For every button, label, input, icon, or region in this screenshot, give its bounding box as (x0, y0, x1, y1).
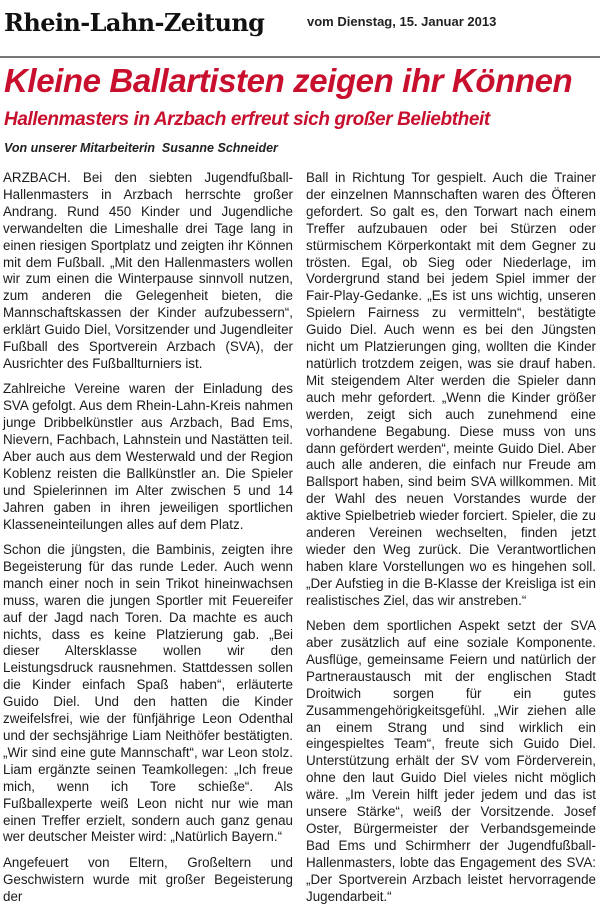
article-subheadline: Hallenmasters in Arzbach erfreut sich großer Beliebtheit (4, 109, 490, 130)
article-headline: Kleine Ballartisten zeigen ihr Können (4, 62, 573, 99)
paragraph: ARZBACH. Bei den siebten Jugendfußball-Hallenmasters in Arzbach herrschte großer Andrang. Rund 450 Kinder und Jugendliche verwandelten die Limeshalle drei Tage lang in einen riesigen Sportplatz und zeigten ihr Können mit dem Fußball. „Mit den Hallenmasters wollen wir zum einen die Winterpause sinnvoll nutzen, zum anderen die Gelegenheit bieten, die Mannschaftskassen der Kinder aufzubessern“, erklärt Guido Diel, Vorsitzender und Jugendleiter Fußball des Sportverein Arzbach (SVA), der Ausrichter des Fußballturniers ist. (3, 170, 293, 371)
article-byline: Von unserer Mitarbeiterin Susanne Schneider (4, 141, 278, 155)
article-column-right (306, 170, 596, 914)
article-column-left (3, 170, 293, 914)
issue-date: vom Dienstag, 15. Januar 2013 (307, 14, 497, 29)
header-divider (0, 56, 600, 58)
paragraph: Zahlreiche Vereine waren der Einladung des SVA gefolgt. Aus dem Rhein-Lahn-Kreis nahmen junge Dribbelkünstler aus Arzbach, Bad Ems, Nievern, Fachbach, Lahnstein und Nastätten teil. Aber auch aus dem Westerwald und der Region Koblenz reisten die Ballkünstler an. Die Spieler und Spielerinnen im Alter zwischen 5 und 14 Jahren gaben in ihren jeweiligen sportlichen Klasseneinteilungen alles auf dem Platz. (3, 381, 293, 532)
paragraph: Neben dem sportlichen Aspekt setzt der SVA aber zusätzlich auf eine soziale Komponente. Ausflüge, gemeinsame Feiern und natürlich der Partneraustausch mit der englischen Stadt Droitwich sorgen für ein gutes Zusammengehörigkeitsgefühl. „Wir ziehen alle an einem Strang und sind wirklich ein eingespieltes Team“, freute sich Guido Diel. Unterstützung erhält der SV vom Förderverein, ohne den laut Guido Diel vieles nicht möglich wäre. „Im Verein hilft jeder jedem und das ist unsere Stärke“, weiß der Vorsitzende. Josef Oster, Bürgermeister der Verbandsgemeinde Bad Ems und Schirmherr der Jugendfußball-Hallenmasters, lobte das Engagement des SVA: „Der Sportverein Arzbach leistet hervorragende Jugendarbeit.“ (306, 618, 596, 904)
paragraph: Schon die jüngsten, die Bambinis, zeigten ihre Begeisterung für das runde Leder. Auch wenn manch einer noch in sein Trikot hineinwachsen muss, waren die jungen Sportler mit Feuereifer auf der Jagd nach Toren. Da machte es auch nichts, dass es keine Platzierung gab. „Bei dieser Altersklasse wollen wir den Leistungsdruck rausnehmen. Stattdessen sollen die Kinder einfach Spaß haben“, erläuterte Guido Diel. Und den hatten die Kinder zweifelsfrei, wie der fünfjährige Leon Odenthal und der sechsjährige Liam Neithöfer bestätigten. „Wir sind eine gute Mannschaft“, war Leon stolz. Liam ergänzte seinen Teamkollegen: „Ich freue mich, wenn ich Tore schieße“. Als Fußballexperte weiß Leon nicht nur wie man einen Treffer erzielt, sondern auch ganz genau wer deutscher Meister wird: „Natürlich Bayern.“ (3, 542, 293, 845)
paragraph: Ball in Richtung Tor gespielt. Auch die Trainer der einzelnen Mannschaften waren des Öfteren gefordert. So galt es, den Torwart nach einem Treffer aufzubauen oder bei Stürzen oder stürmischem Körperkontakt mit dem Gegner zu trösten. Egal, ob Sieg oder Niederlage, im Vordergrund stand bei jedem Spiel immer der Fair-Play-Gedanke. „Es ist uns wichtig, unseren Spielern Fairness zu vermitteln“, bestätigte Guido Diel. Auch wenn es bei den Jüngsten nicht um Platzierungen ging, wollten die Kinder natürlich trotzdem zeigen, was sie drauf haben. Mit steigendem Alter werden die Spieler dann auch mehr gefordert. „Wenn die Kinder größer werden, zeigt sich auch zunehmend eine vorhandene Begabung. Diese muss von uns dann gefördert werden“, meinte Guido Diel. Aber auch alle anderen, die einfach nur Freude am Ballsport haben, sind beim SVA willkommen. Mit der Wahl des neuen Vorstandes wurde der aktive Spielbetrieb wieder forciert. Spieler, die zu anderen Vereinen wechselten, finden jetzt wieder den Weg zurück. Die Verantwortlichen haben klare Vorstellungen wo es hingehen soll. „Der Aufstieg in die B-Klasse der Kreisliga ist ein realistisches Ziel, das wir anstreben.“ (306, 170, 596, 608)
paragraph: Angefeuert von Eltern, Großeltern und Geschwistern wurde mit großer Begeisterung der (3, 854, 293, 904)
newspaper-logo: Rhein-Lahn-Zeitung (4, 7, 265, 37)
masthead (4, 0, 264, 44)
